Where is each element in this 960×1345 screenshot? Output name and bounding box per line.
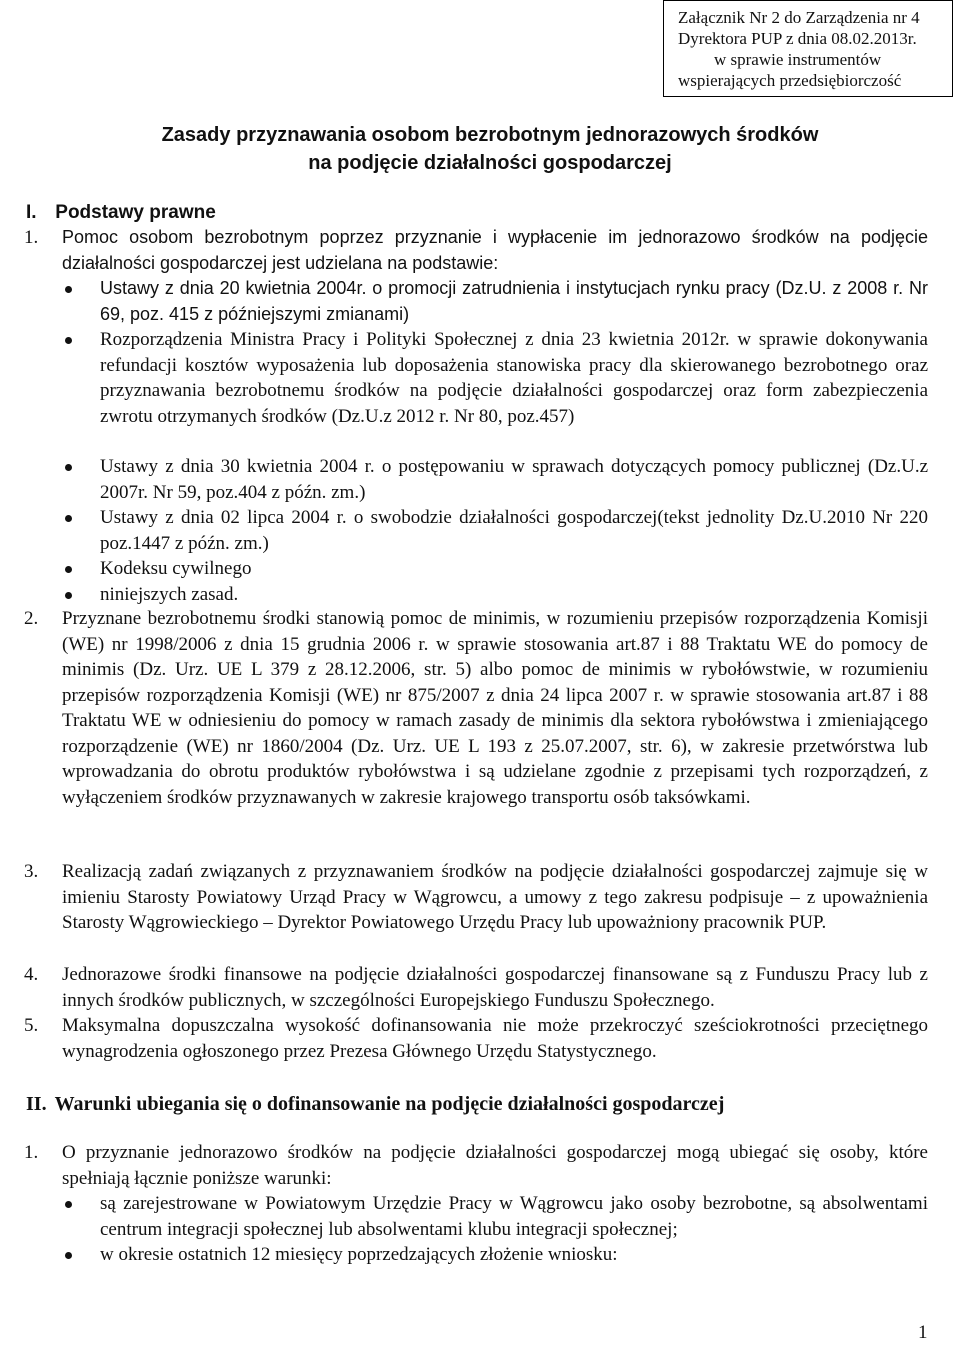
section-title: Podstawy prawne xyxy=(55,202,216,223)
list-item xyxy=(24,225,928,327)
annex-line: Załącznik Nr 2 do Zarządzenia nr 4 xyxy=(678,8,920,27)
list-item xyxy=(24,962,928,1013)
bullet-item: Rozporządzenia Ministra Pracy i Polityki Społecznej z dnia 23 kwietnia 2012r. w sprawie dokonywania refundacji kosztów wyposażenia lub doposażenia stanowiska pracy dla skierowanego bezrobotnego oraz przyznawania bezrobotnemu środków na podjęcie działalności gospodarczej oraz form zabezpieczenia zwrotu otrzymanych środków (Dz.U.z 2012 r. Nr 80, poz.457) xyxy=(62,327,928,429)
item-text: Jednorazowe środki finansowe na podjęcie działalności gospodarczej finansowane są z Funduszu Pracy lub z innych środków publicznych, w szczególności Europejskiego Funduszu Społecznego. xyxy=(62,964,928,1011)
page-number: 1 xyxy=(918,1322,928,1343)
list-item xyxy=(24,1140,928,1268)
annex-line: Dyrektora PUP z dnia 08.02.2013r. xyxy=(678,29,917,48)
list-item xyxy=(62,454,928,607)
annex-line: w sprawie instrumentów xyxy=(714,50,882,69)
list-item xyxy=(24,1013,928,1064)
bullet-item: Ustawy z dnia 20 kwietnia 2004r. o promocji zatrudnienia i instytucjach rynku pracy (Dz.U. z 2008 r. Nr 69, poz. 415 z późniejszymi zmianami) xyxy=(62,276,928,327)
item-text: Maksymalna dopuszczalna wysokość dofinansowania nie może przekroczyć sześciokrotności przeciętnego wynagrodzenia ogłoszonego przez Prezesa Głównego Urzędu Statystycznego. xyxy=(62,1015,928,1062)
item-text: Pomoc osobom bezrobotnym poprzez przyznanie i wypłacenie im jednorazowo środków na podjęcie działalności gospodarczej jest udzielana na podstawie: xyxy=(62,227,928,273)
section-number: I. xyxy=(26,202,37,223)
item-number: 5. xyxy=(24,1015,39,1036)
bullet-item: są zarejestrowane w Powiatowym Urzędzie Pracy w Wągrowcu jako osoby bezrobotne, są absolwentami centrum integracji społecznej lub absolwentami klubu integracji społecznej; xyxy=(62,1191,928,1242)
item-number: 4. xyxy=(24,964,39,985)
bullet-item: Ustawy z dnia 02 lipca 2004 r. o swobodzie działalności gospodarczej(tekst jednolity Dz.U.2010 Nr 220 poz.1447 z późn. zm.) xyxy=(62,505,928,556)
section-number: II. xyxy=(26,1093,47,1115)
item-text: Przyznane bezrobotnemu środki stanowią pomoc de minimis, w rozumieniu przepisów rozporządzenia Komisji (WE) nr 1998/2006 z dnia 15 grudnia 2006 r. w sprawie stosowania art.87 i 88 Traktatu WE do pomocy de minimis (Dz. Urz. UE L 379 z 28.12.2006, str. 5) albo pomoc de minimis w rybołówstwie, w rozumieniu przepisów rozporządzenia Komisji (WE) nr 875/2007 z dnia 24 lipca 2007 r. w sprawie stosowania art.87 i 88 Traktatu WE w odniesieniu do pomocy w ramach zasady de minimis dla sektora rybołówstwa i zmieniającego rozporządzenie (WE) nr 1860/2004 (Dz. Urz. UE L 193 z 25.07.2007, str. 6), w zakresie przetwórstwa lub wprowadzania do obrotu produktów rybołówstwa i są udzielane zgodnie z przepisami tych rozporządzeń, z wyłączeniem środków przyznawanych w zakresie krajowego transportu osób taksówkami. xyxy=(62,608,928,808)
bullet-item: niniejszych zasad. xyxy=(62,582,928,608)
section-title: Warunki ubiegania się o dofinansowanie na podjęcie działalności gospodarczej xyxy=(54,1093,725,1115)
document-title xyxy=(40,121,940,177)
item-text: Realizacją zadań związanych z przyznawaniem środków na podjęcie działalności gospodarczej zajmuje się w imieniu Starosty Powiatowy Urząd Pracy w Wągrowcu, a umowy z tego zakresu podpisuje – z upoważnienia Starosty Wągrowieckiego – Dyrektor Powiatowego Urzędu Pracy lub upoważniony pracownik PUP. xyxy=(62,861,928,933)
item-number: 1. xyxy=(24,1142,39,1163)
annex-line: wspierających przedsiębiorczość xyxy=(678,71,902,90)
list-item xyxy=(62,327,928,429)
title-line-1: Zasady przyznawania osobom bezrobotnym jednorazowych środków xyxy=(161,124,819,146)
list-item xyxy=(24,606,928,810)
bullet-item: Ustawy z dnia 30 kwietnia 2004 r. o postępowaniu w sprawach dotyczących pomocy publicznej (Dz.U.z 2007r. Nr 59, poz.404 z późn. zm.) xyxy=(62,454,928,505)
item-number: 2. xyxy=(24,608,39,629)
title-line-2: na podjęcie działalności gospodarczej xyxy=(308,152,672,174)
item-number: 1. xyxy=(24,227,39,248)
bullet-item: Kodeksu cywilnego xyxy=(62,556,928,582)
bullet-item: w okresie ostatnich 12 miesięcy poprzedzających złożenie wniosku: xyxy=(62,1242,928,1268)
section-2-heading xyxy=(26,1092,724,1116)
section-1-heading xyxy=(26,201,216,225)
annex-box xyxy=(663,0,953,97)
item-text: O przyznanie jednorazowo środków na podjęcie działalności gospodarczej mogą ubiegać się osoby, które spełniają łącznie poniższe warunki: xyxy=(62,1142,928,1189)
item-number: 3. xyxy=(24,861,39,882)
list-item xyxy=(24,859,928,936)
